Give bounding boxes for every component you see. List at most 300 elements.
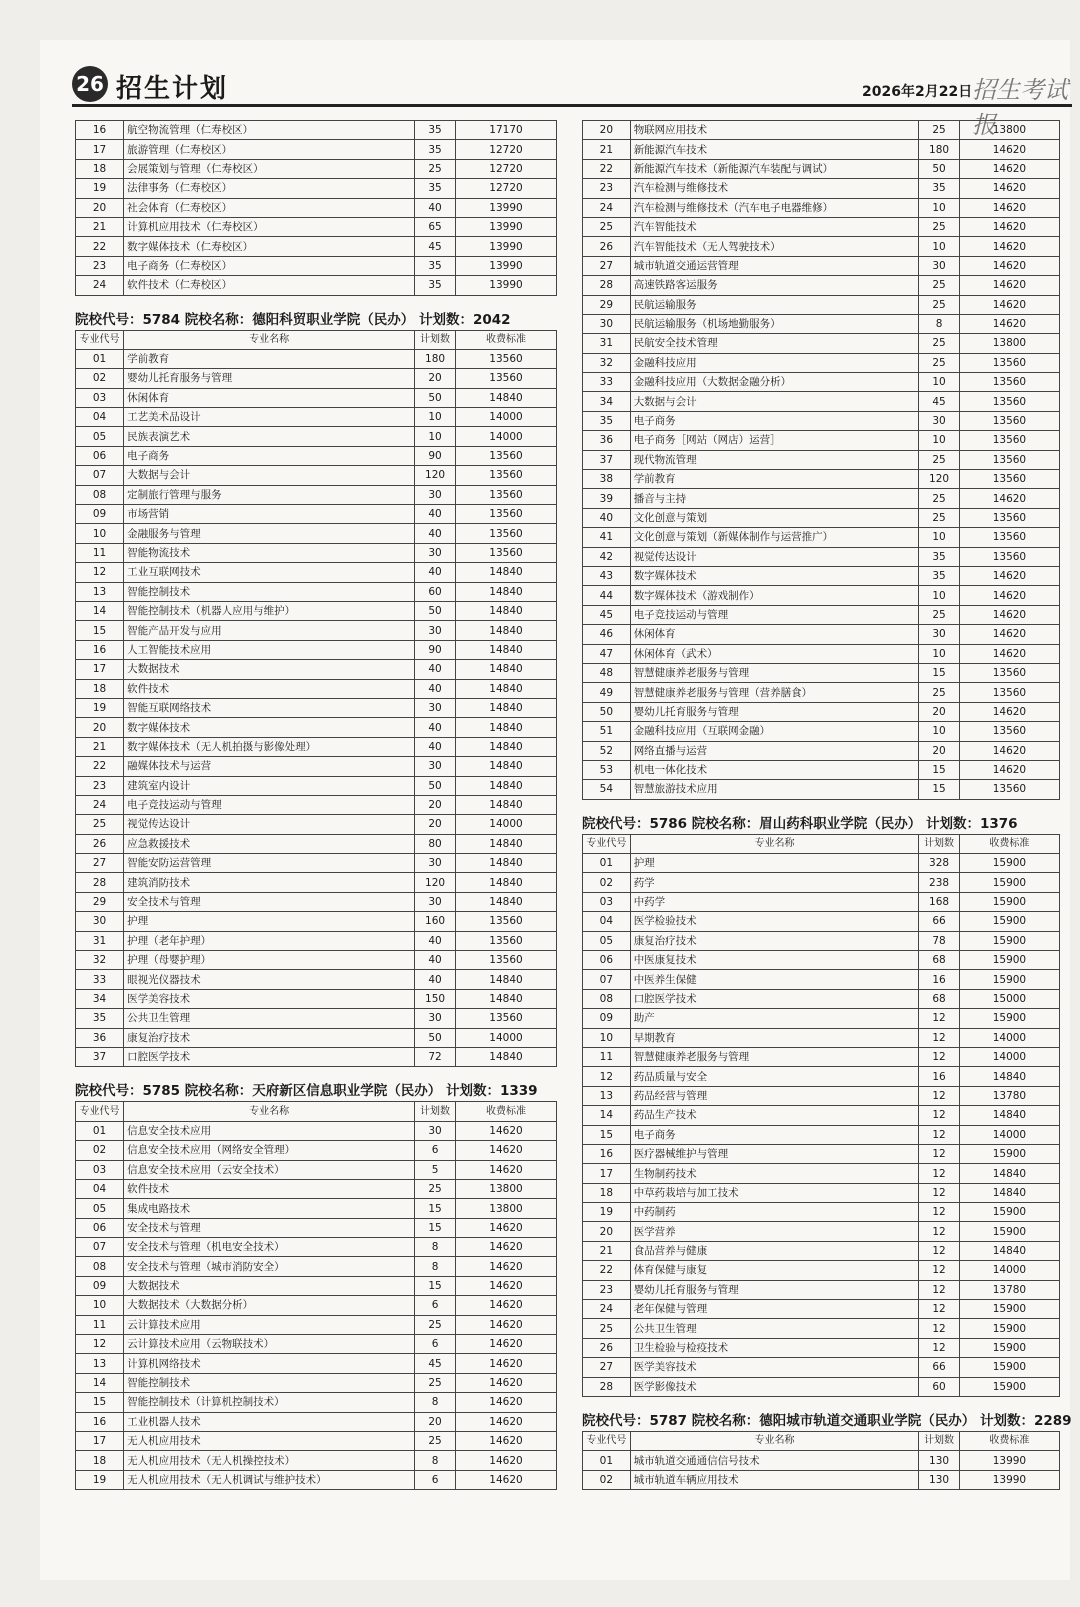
table-row: [76, 757, 557, 776]
plan-count: 25: [415, 1179, 456, 1198]
major-code: 34: [583, 392, 631, 411]
major-code: 12: [76, 1335, 124, 1354]
major-name: 民航运输服务（机场地勤服务）: [630, 314, 919, 333]
plan-count: 20: [415, 815, 456, 834]
plan-count: 40: [415, 970, 456, 989]
section-title: 招生计划: [116, 74, 229, 104]
major-name: 学前教育: [630, 470, 919, 489]
plan-count: 40: [415, 505, 456, 524]
tuition-fee: 17170: [455, 121, 556, 140]
school-5785-table: [75, 1101, 557, 1490]
major-code: 33: [583, 373, 631, 392]
plan-count: 40: [415, 931, 456, 950]
plan-count: 328: [919, 854, 960, 873]
tuition-fee: 14620: [959, 741, 1059, 760]
tuition-fee: 14620: [959, 625, 1059, 644]
tuition-fee: 14840: [455, 621, 556, 640]
major-code: 04: [583, 912, 631, 931]
plan-count: 12: [919, 1203, 960, 1222]
major-name: 体育保健与康复: [630, 1261, 919, 1280]
tuition-fee: 14000: [959, 1261, 1059, 1280]
tuition-fee: 14840: [455, 601, 556, 620]
table-row: [583, 854, 1060, 873]
table-row: [583, 1261, 1060, 1280]
table-row: [583, 586, 1060, 605]
table-row: [76, 349, 557, 368]
plan-count: 90: [415, 640, 456, 659]
tuition-fee: 14840: [455, 873, 556, 892]
tuition-fee: 13560: [959, 663, 1059, 682]
tuition-fee: 14840: [455, 563, 556, 582]
plan-count: 65: [415, 217, 456, 236]
table-row: [76, 1393, 557, 1412]
table-row: [583, 1164, 1060, 1183]
plan-count: 30: [919, 411, 960, 430]
plan-count: 60: [415, 582, 456, 601]
plan-count: 30: [415, 892, 456, 911]
issue-date: 2026年2月22日: [862, 84, 973, 100]
table-row: [583, 179, 1060, 198]
major-name: 智能控制技术: [124, 582, 415, 601]
major-code: 05: [76, 1199, 124, 1218]
tuition-fee: 13560: [455, 1009, 556, 1028]
table-row: [583, 1009, 1060, 1028]
tuition-fee: 14620: [455, 1315, 556, 1334]
major-name: 中医养生保健: [630, 970, 919, 989]
table-row: [76, 1354, 557, 1373]
major-name: 电子商务（仁寿校区）: [124, 256, 415, 275]
plan-count: 168: [919, 892, 960, 911]
plan-count: 12: [919, 1028, 960, 1047]
major-name: 汽车智能技术（无人驾驶技术）: [630, 237, 919, 256]
major-name: 智能控制技术（计算机控制技术）: [124, 1393, 415, 1412]
plan-count: 50: [415, 388, 456, 407]
tuition-fee: 13560: [959, 683, 1059, 702]
plan-count: 6: [415, 1141, 456, 1160]
header-name: 专业名称: [124, 1102, 415, 1121]
plan-count: 90: [415, 446, 456, 465]
major-name: 定制旅行管理与服务: [124, 485, 415, 504]
major-name: 医学美容技术: [630, 1358, 919, 1377]
major-name: 无人机应用技术（无人机操控技术）: [124, 1451, 415, 1470]
major-code: 12: [76, 563, 124, 582]
major-name: 电子商务［网站（网店）运营］: [630, 431, 919, 450]
plan-count: 78: [919, 931, 960, 950]
major-name: 电子竞技运动与管理: [124, 795, 415, 814]
plan-count: 72: [415, 1047, 456, 1066]
major-code: 31: [76, 931, 124, 950]
tuition-fee: 13560: [959, 508, 1059, 527]
tuition-fee: 13560: [455, 485, 556, 504]
table-row: [76, 276, 557, 295]
table-row: [583, 683, 1060, 702]
table-row: [76, 951, 557, 970]
plan-count: 35: [415, 256, 456, 275]
major-name: 婴幼儿托育服务与管理: [124, 369, 415, 388]
major-name: 数字媒体技术（无人机拍摄与影像处理）: [124, 737, 415, 756]
tuition-fee: 13560: [455, 951, 556, 970]
tuition-fee: 15900: [959, 1377, 1059, 1396]
major-name: 民航运输服务: [630, 295, 919, 314]
table-row: [583, 547, 1060, 566]
major-name: 口腔医学技术: [124, 1047, 415, 1066]
table-row: [76, 912, 557, 931]
major-code: 14: [583, 1106, 631, 1125]
major-code: 11: [583, 1047, 631, 1066]
page-number-badge: 26: [72, 66, 108, 102]
major-code: 26: [583, 237, 631, 256]
tuition-fee: 14000: [455, 427, 556, 446]
table-row: [583, 121, 1060, 140]
table-row: [583, 295, 1060, 314]
tuition-fee: 13560: [455, 349, 556, 368]
major-code: 09: [76, 505, 124, 524]
major-code: 17: [76, 140, 124, 159]
major-name: 中药制药: [630, 1203, 919, 1222]
tuition-fee: 13560: [455, 931, 556, 950]
table-row: [583, 1451, 1060, 1470]
tuition-fee: 14840: [455, 989, 556, 1008]
tuition-fee: 14840: [455, 698, 556, 717]
tuition-fee: 14840: [455, 892, 556, 911]
major-code: 50: [583, 702, 631, 721]
plan-count: 10: [919, 237, 960, 256]
tuition-fee: 14840: [455, 1047, 556, 1066]
table-row: [76, 854, 557, 873]
major-code: 18: [76, 159, 124, 178]
tuition-fee: 14620: [959, 159, 1059, 178]
table-row: [76, 1335, 557, 1354]
plan-count: 40: [415, 563, 456, 582]
plan-count: 25: [919, 334, 960, 353]
table-row: [76, 369, 557, 388]
plan-count: 6: [415, 1335, 456, 1354]
major-name: 现代物流管理: [630, 450, 919, 469]
major-name: 大数据技术（大数据分析）: [124, 1296, 415, 1315]
plan-count: 30: [415, 621, 456, 640]
table-row: [583, 1319, 1060, 1338]
tuition-fee: 14000: [959, 1047, 1059, 1066]
major-name: 民航安全技术管理: [630, 334, 919, 353]
header-plan: 计划数: [415, 330, 456, 349]
header-code: 专业代号: [76, 1102, 124, 1121]
table-row: [583, 1125, 1060, 1144]
major-code: 42: [583, 547, 631, 566]
plan-count: 20: [415, 795, 456, 814]
plan-count: 35: [415, 276, 456, 295]
major-name: 数字媒体技术（游戏制作）: [630, 586, 919, 605]
major-code: 23: [76, 776, 124, 795]
table-row: [583, 760, 1060, 779]
table-row: [76, 582, 557, 601]
table-row: [583, 314, 1060, 333]
tuition-fee: 13990: [959, 1470, 1059, 1489]
major-code: 13: [583, 1086, 631, 1105]
major-name: 安全技术与管理: [124, 892, 415, 911]
plan-count: 40: [415, 679, 456, 698]
table-row: [583, 1470, 1060, 1489]
major-code: 14: [76, 1373, 124, 1392]
header-fee: 收费标准: [455, 330, 556, 349]
major-name: 视觉传达设计: [630, 547, 919, 566]
table-row: [583, 1203, 1060, 1222]
table-row: [583, 353, 1060, 372]
major-code: 17: [76, 660, 124, 679]
tuition-fee: 14000: [455, 1028, 556, 1047]
table-row: [583, 951, 1060, 970]
plan-count: 12: [919, 1222, 960, 1241]
major-name: 市场营销: [124, 505, 415, 524]
major-code: 15: [76, 621, 124, 640]
plan-count: 40: [415, 660, 456, 679]
tuition-fee: 13560: [959, 780, 1059, 799]
major-name: 软件技术: [124, 1179, 415, 1198]
plan-count: 120: [415, 873, 456, 892]
major-code: 25: [583, 1319, 631, 1338]
major-code: 09: [76, 1276, 124, 1295]
tuition-fee: 14620: [455, 1412, 556, 1431]
major-name: 网络直播与运营: [630, 741, 919, 760]
table-row: [76, 737, 557, 756]
major-code: 23: [583, 1280, 631, 1299]
major-code: 06: [583, 951, 631, 970]
major-code: 29: [76, 892, 124, 911]
major-name: 人工智能技术应用: [124, 640, 415, 659]
major-code: 02: [76, 1141, 124, 1160]
tuition-fee: 14620: [455, 1141, 556, 1160]
plan-count: 25: [919, 683, 960, 702]
major-name: 电子商务: [630, 411, 919, 430]
major-code: 06: [76, 446, 124, 465]
tuition-fee: 14620: [959, 605, 1059, 624]
plan-count: 25: [919, 508, 960, 527]
major-code: 15: [76, 1393, 124, 1412]
tuition-fee: 13560: [959, 392, 1059, 411]
tuition-fee: 13560: [455, 912, 556, 931]
plan-count: 10: [919, 722, 960, 741]
major-name: 无人机应用技术（无人机调试与维护技术）: [124, 1470, 415, 1489]
table-row: [76, 795, 557, 814]
table-row: [76, 640, 557, 659]
major-name: 护理（母婴护理）: [124, 951, 415, 970]
plan-count: 50: [415, 1028, 456, 1047]
table-row: [583, 528, 1060, 547]
plan-count: 20: [919, 741, 960, 760]
table-row: [76, 1315, 557, 1334]
plan-count: 66: [919, 1358, 960, 1377]
table-row: [76, 873, 557, 892]
table-row: [76, 256, 557, 275]
tuition-fee: 14620: [455, 1276, 556, 1295]
major-code: 53: [583, 760, 631, 779]
table-row: [583, 873, 1060, 892]
plan-count: 20: [415, 1412, 456, 1431]
plan-count: 35: [919, 179, 960, 198]
table-row: [76, 217, 557, 236]
tuition-fee: 13990: [455, 198, 556, 217]
plan-count: 30: [415, 543, 456, 562]
table-row: [76, 485, 557, 504]
major-name: 护理（老年护理）: [124, 931, 415, 950]
header-plan: 计划数: [919, 1432, 960, 1451]
major-code: 44: [583, 586, 631, 605]
major-name: 高速铁路客运服务: [630, 276, 919, 295]
tuition-fee: 13560: [959, 470, 1059, 489]
table-row: [583, 912, 1060, 931]
plan-count: 10: [919, 644, 960, 663]
table-row: [583, 450, 1060, 469]
tuition-fee: 15900: [959, 912, 1059, 931]
tuition-fee: 14620: [959, 489, 1059, 508]
tuition-fee: 14620: [455, 1335, 556, 1354]
major-name: 信息安全技术应用: [124, 1121, 415, 1140]
major-name: 金融科技应用（互联网金融）: [630, 722, 919, 741]
plan-count: 30: [415, 485, 456, 504]
major-name: 智慧健康养老服务与管理: [630, 1047, 919, 1066]
major-name: 金融科技应用: [630, 353, 919, 372]
major-code: 51: [583, 722, 631, 741]
table-row: [583, 276, 1060, 295]
major-code: 09: [583, 1009, 631, 1028]
school-5786-table: [582, 834, 1060, 1397]
major-code: 11: [76, 543, 124, 562]
tuition-fee: 15900: [959, 970, 1059, 989]
header-plan: 计划数: [919, 834, 960, 853]
major-code: 49: [583, 683, 631, 702]
major-code: 28: [583, 276, 631, 295]
tuition-fee: 13560: [959, 528, 1059, 547]
major-name: 无人机应用技术: [124, 1432, 415, 1451]
tuition-fee: 13560: [455, 543, 556, 562]
header-name: 专业名称: [630, 1432, 919, 1451]
major-name: 建筑室内设计: [124, 776, 415, 795]
major-name: 航空物流管理（仁寿校区）: [124, 121, 415, 140]
plan-count: 35: [919, 566, 960, 585]
major-name: 融媒体技术与运营: [124, 757, 415, 776]
table-row: [583, 741, 1060, 760]
plan-count: 12: [919, 1106, 960, 1125]
major-name: 电子竞技运动与管理: [630, 605, 919, 624]
table-row: [583, 256, 1060, 275]
major-name: 智慧旅游技术应用: [630, 780, 919, 799]
table-row: [76, 505, 557, 524]
plan-count: 10: [415, 408, 456, 427]
table-row: [583, 566, 1060, 585]
school-5784-title: 院校代号：5784 院校名称：德阳科贸职业学院（民办） 计划数：2042: [75, 311, 511, 328]
major-name: 大数据与会计: [124, 466, 415, 485]
table-row: [76, 698, 557, 717]
major-code: 21: [583, 140, 631, 159]
tuition-fee: 14000: [455, 408, 556, 427]
tuition-fee: 14840: [455, 970, 556, 989]
major-name: 数字媒体技术: [630, 566, 919, 585]
plan-count: 30: [415, 757, 456, 776]
table-row: [76, 1451, 557, 1470]
major-name: 法律事务（仁寿校区）: [124, 179, 415, 198]
major-name: 大数据技术: [124, 1276, 415, 1295]
tuition-fee: 13800: [455, 1179, 556, 1198]
major-code: 29: [583, 295, 631, 314]
tuition-fee: 12720: [455, 179, 556, 198]
major-code: 20: [76, 198, 124, 217]
major-code: 13: [76, 582, 124, 601]
header-name: 专业名称: [124, 330, 415, 349]
tuition-fee: 15900: [959, 854, 1059, 873]
major-code: 24: [76, 795, 124, 814]
plan-count: 25: [919, 605, 960, 624]
major-name: 智慧健康养老服务与管理（营养膳食）: [630, 683, 919, 702]
major-code: 27: [76, 854, 124, 873]
plan-count: 50: [415, 776, 456, 795]
tuition-fee: 13560: [959, 431, 1059, 450]
major-code: 01: [583, 854, 631, 873]
major-code: 02: [583, 873, 631, 892]
table-row: [76, 1238, 557, 1257]
major-code: 32: [76, 951, 124, 970]
tuition-fee: 13560: [959, 373, 1059, 392]
major-code: 25: [76, 815, 124, 834]
tuition-fee: 13990: [959, 1451, 1059, 1470]
tuition-fee: 14840: [455, 718, 556, 737]
tuition-fee: 15900: [959, 1222, 1059, 1241]
tuition-fee: 14620: [455, 1296, 556, 1315]
major-name: 城市轨道交通通信信号技术: [630, 1451, 919, 1470]
major-code: 19: [76, 179, 124, 198]
plan-count: 8: [415, 1238, 456, 1257]
major-code: 07: [583, 970, 631, 989]
plan-count: 12: [919, 1086, 960, 1105]
major-name: 物联网应用技术: [630, 121, 919, 140]
table-row: [76, 140, 557, 159]
table-row: [76, 121, 557, 140]
major-code: 38: [583, 470, 631, 489]
plan-count: 25: [919, 353, 960, 372]
plan-count: 6: [415, 1296, 456, 1315]
table-row: [76, 1470, 557, 1489]
table-row: [76, 1160, 557, 1179]
table-row: [76, 1121, 557, 1140]
table-row: [583, 1280, 1060, 1299]
tuition-fee: 14840: [959, 1241, 1059, 1260]
major-code: 20: [76, 718, 124, 737]
major-code: 10: [76, 524, 124, 543]
tuition-fee: 13560: [959, 722, 1059, 741]
table-row: [583, 931, 1060, 950]
table-row: [583, 508, 1060, 527]
plan-count: 5: [415, 1160, 456, 1179]
plan-count: 68: [919, 989, 960, 1008]
tuition-fee: 13990: [455, 237, 556, 256]
major-code: 08: [76, 485, 124, 504]
major-name: 城市轨道车辆应用技术: [630, 1470, 919, 1489]
major-code: 27: [583, 256, 631, 275]
table-row: [76, 989, 557, 1008]
major-code: 20: [583, 121, 631, 140]
tuition-fee: 14840: [959, 1164, 1059, 1183]
major-code: 21: [583, 1241, 631, 1260]
major-code: 23: [583, 179, 631, 198]
major-code: 27: [583, 1358, 631, 1377]
tuition-fee: 15900: [959, 1319, 1059, 1338]
plan-count: 25: [919, 121, 960, 140]
newspaper-logo: 招生考试报: [972, 76, 1068, 139]
major-code: 39: [583, 489, 631, 508]
major-code: 16: [583, 1144, 631, 1163]
tuition-fee: 14620: [455, 1238, 556, 1257]
major-name: 安全技术与管理（城市消防安全）: [124, 1257, 415, 1276]
major-code: 40: [583, 508, 631, 527]
table-row: [76, 815, 557, 834]
